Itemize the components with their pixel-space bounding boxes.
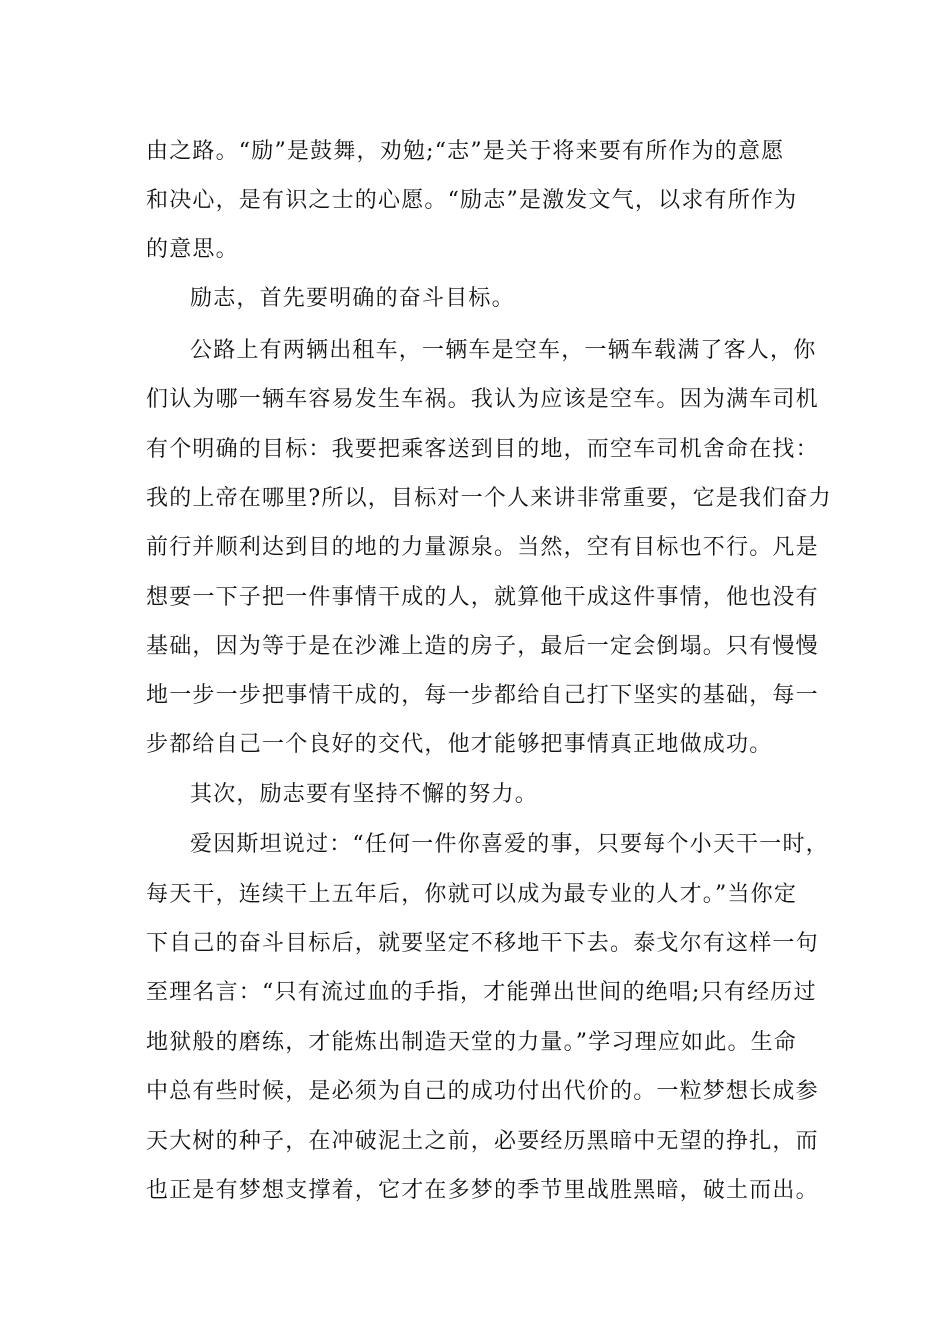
text-line-3: 的意思。 — [146, 237, 239, 262]
text-line-17: 下自己的奋斗目标后，就要坚定不移地干下去。泰戈尔有这样一句 — [146, 931, 819, 956]
text-line-11: 基础，因为等于是在沙滩上造的房子，最后一定会倒塌。只有慢慢 — [146, 634, 819, 659]
text-line-6: 们认为哪一辆车容易发生车祸。我认为应该是空车。因为满车司机 — [146, 387, 819, 412]
text-line-20: 中总有些时候，是必须为自己的成功付出代价的。一粒梦想长成参 — [146, 1079, 819, 1104]
text-line-2: 和决心，是有识之士的心愿。“励志”是激发文气，以求有所作为 — [146, 188, 798, 213]
text-line-5: 公路上有两辆出租车，一辆车是空车，一辆车载满了客人，你 — [190, 338, 817, 363]
text-line-18: 至理名言：“只有流过血的手指，才能弹出世间的绝唱;只有经历过 — [146, 980, 817, 1005]
text-line-19: 地狱般的磨练，才能炼出制造天堂的力量。”学习理应如此。生命 — [146, 1030, 798, 1055]
text-line-15: 爱因斯坦说过：“任何一件你喜爱的事，只要每个小天干一时， — [190, 832, 829, 857]
text-line-14: 其次，励志要有坚持不懈的努力。 — [190, 782, 539, 807]
text-line-12: 地一步一步把事情干成的，每一步都给自己打下坚实的基础，每一 — [146, 683, 819, 708]
text-line-10: 想要一下子把一件事情干成的人，就算他干成这件事情，他也没有 — [146, 585, 819, 610]
text-line-21: 天大树的种子，在冲破泥土之前，必要经历黑暗中无望的挣扎，而 — [146, 1129, 819, 1154]
text-line-9: 前行并顺利达到目的地的力量源泉。当然，空有目标也不行。凡是 — [146, 535, 819, 560]
text-line-1: 由之路。“励”是鼓舞，劝勉;“志”是关于将来要有所作为的意愿 — [146, 139, 785, 164]
text-line-13: 步都给自己一个良好的交代，他才能够把事情真正地做成功。 — [146, 732, 773, 757]
text-line-22: 也正是有梦想支撑着，它才在多梦的季节里战胜黑暗，破土而出。 — [146, 1178, 819, 1203]
text-line-8: 我的上帝在哪里?所以，目标对一个人来讲非常重要，它是我们奋力 — [146, 486, 832, 511]
text-line-16: 每天干，连续干上五年后，你就可以成为最专业的人才。”当你定 — [146, 882, 798, 907]
text-line-4: 励志，首先要明确的奋斗目标。 — [190, 286, 515, 311]
text-line-7: 有个明确的目标：我要把乘客送到目的地，而空车司机舍命在找： — [146, 437, 819, 462]
